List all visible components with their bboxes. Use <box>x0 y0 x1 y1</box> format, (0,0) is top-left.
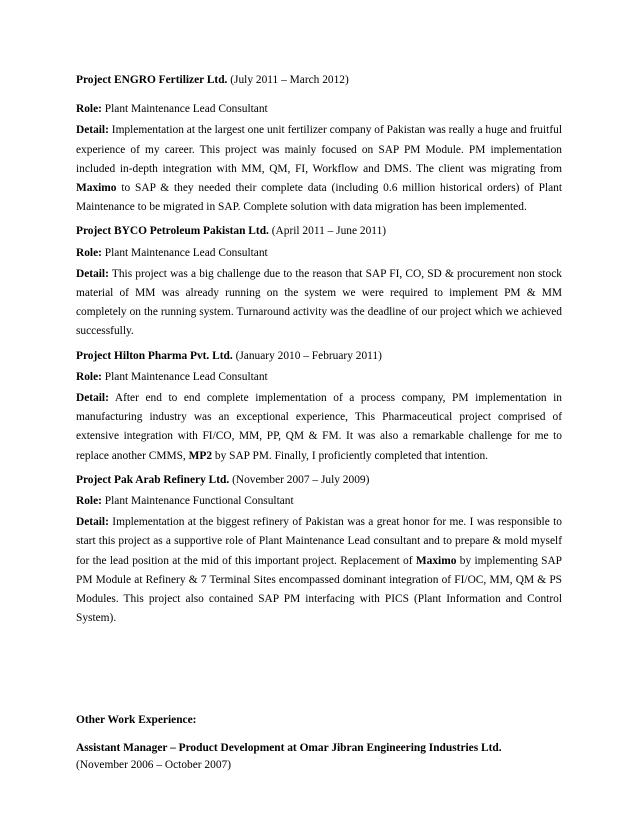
project-dates: (November 2007 – July 2009) <box>232 473 370 486</box>
role-value: Plant Maintenance Lead Consultant <box>104 246 268 259</box>
role-label: Role: <box>76 103 102 116</box>
project-pak-arab <box>76 471 562 629</box>
detail-label: Detail: <box>76 516 109 529</box>
project-name: Project Hilton Pharma Pvt. Ltd. <box>76 349 233 362</box>
project-heading <box>76 347 562 366</box>
project-role <box>76 244 562 263</box>
project-heading <box>76 471 562 490</box>
project-detail <box>76 121 562 217</box>
project-name: Project BYCO Petroleum Pakistan Ltd. <box>76 225 269 238</box>
project-role <box>76 368 562 387</box>
detail-text: Implementation at the largest one unit fertilizer company of Pakistan was really a huge and fruitful experience of my career. This project was mainly focused on SAP PM Module. PM implementation included in-depth integration with MM, QM, FI, Workflow and DMS. The client was migrating from <box>76 124 562 175</box>
role-value: Plant Maintenance Lead Consultant <box>104 103 268 116</box>
detail-text: by SAP PM. Finally, I proficiently completed that intention. <box>212 449 489 462</box>
project-dates: (April 2011 – June 2011) <box>271 225 387 238</box>
other-work-experience <box>76 711 562 772</box>
project-name: Project ENGRO Fertilizer Ltd. <box>76 74 228 86</box>
project-detail <box>76 513 562 628</box>
section-heading: Other Work Experience: <box>76 714 197 726</box>
role-value: Plant Maintenance Functional Consultant <box>104 495 294 508</box>
project-hilton <box>76 347 562 466</box>
project-dates: (July 2011 – March 2012) <box>230 74 349 86</box>
detail-emphasis: Maximo <box>76 182 117 195</box>
document-page <box>76 71 563 772</box>
project-heading <box>76 71 562 90</box>
detail-text: This project was a big challenge due to the reason that SAP FI, CO, SD & procurement non stock material of MM was already running on the system we were required to implement PM & MM completely on the running system. Turnaround activity was the deadline of our project which we achieved successfully. <box>76 267 562 338</box>
role-label: Role: <box>76 246 102 259</box>
detail-text: to SAP & they needed their complete data (including 0.6 million historical orders) of Plant Maintenance to be migrated in SAP. Complete solution with data migration has been implemented. <box>76 182 562 214</box>
project-role <box>76 100 562 119</box>
role-value: Plant Maintenance Lead Consultant <box>104 370 268 383</box>
position-title: Assistant Manager – Product Development at Omar Jibran Engineering Industries Ltd. <box>76 742 502 755</box>
detail-label: Detail: <box>76 124 109 137</box>
project-byco <box>76 222 562 341</box>
role-label: Role: <box>76 370 102 383</box>
detail-text: by implementing SAP PM Module at Refinery & 7 Terminal Sites encompassed dominant integration of FI/OC, MM, QM & PS Modules. This project also contained SAP PM interfacing with PICS (Plant Information and Control System). <box>76 554 563 625</box>
project-detail <box>76 389 562 466</box>
detail-emphasis: Maximo <box>415 554 457 567</box>
project-detail <box>76 265 562 342</box>
detail-emphasis: MP2 <box>188 449 213 462</box>
project-name: Project Pak Arab Refinery Ltd. <box>76 473 230 486</box>
project-heading <box>76 222 562 241</box>
role-label: Role: <box>76 495 102 508</box>
project-role <box>76 492 562 511</box>
detail-text: After end to end complete implementation of a process company, PM implementation in manufacturing industry was an exceptional experience, This Pharmaceutical project comprised of extensive integration with FI/CO, MM, PP, QM & FM. It was also a remarkable challenge for me to replace another CMMS, <box>76 392 563 462</box>
detail-label: Detail: <box>76 392 109 405</box>
detail-label: Detail: <box>76 267 109 280</box>
position-dates: (November 2006 – October 2007) <box>76 759 231 772</box>
project-engro <box>76 71 562 217</box>
project-dates: (January 2010 – February 2011) <box>235 349 382 362</box>
detail-text: Implementation at the biggest refinery of Pakistan was a great honor for me. I was responsible to start this project as a supportive role of Plant Maintenance Lead consultant and to prepare & mold myself for the lead position at the mid of this important project. Replacement of <box>76 516 562 567</box>
